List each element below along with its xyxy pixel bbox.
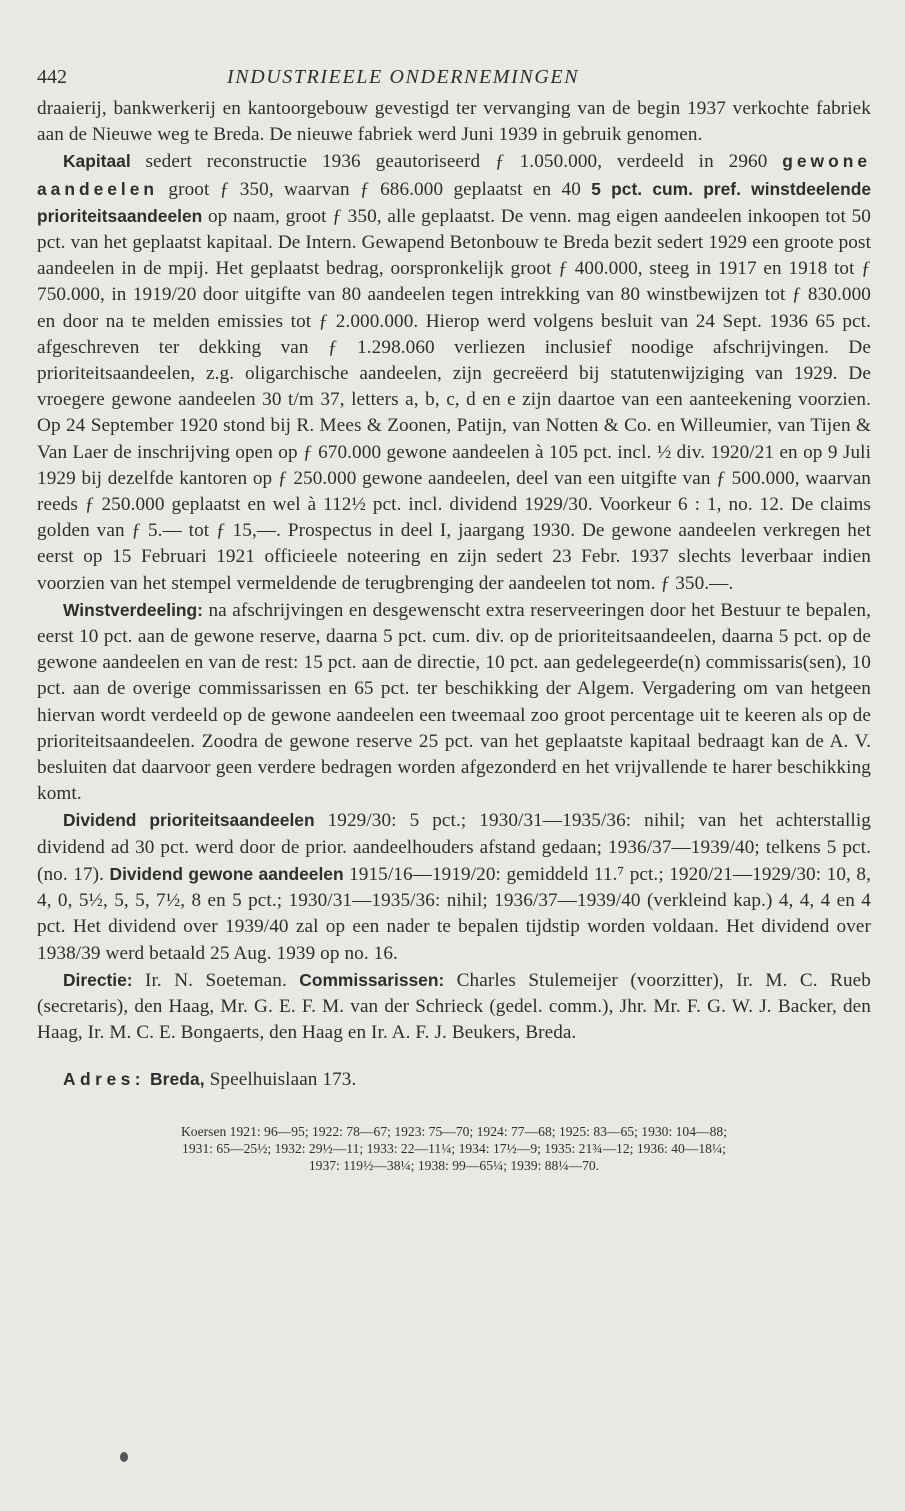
body-text xyxy=(37,96,871,1174)
address-line xyxy=(37,1066,871,1093)
kapitaal-label: Kapitaal xyxy=(63,151,131,172)
koersen-line-1: Koersen 1921: 96—95; 1922: 78—67; 1923: 75—70; 1924: 77—68; 1925: 83—65; 1930: 104—88; xyxy=(180,1124,727,1140)
paragraph-intro xyxy=(37,96,871,148)
dividend-text-1: 1929/30: 5 pct.; 1930/31—1935/36: nihil; van het achterstallig dividend ad 30 pct. werd door de prior. aandeelhouders afstand gedaan; 1936/37—1939/40; telkens 5 pct. (no. 17). xyxy=(37,810,871,885)
directie-label: Directie: xyxy=(63,969,133,990)
kapitaal-text-3: op naam, groot ƒ 350, alle geplaatst. De venn. mag eigen aandeelen inkoopen tot 50 pct. van het geplaatst kapitaal. De Intern. Gewapend Betonbouw te Breda bezit sedert 1929 een groote post aandeelen in de mpij. Het geplaatst bedrag, oorspronkelijk groot ƒ 400.000, steeg in 1917 en 1918 tot ƒ 750.000, in 1919/20 door uitgifte van 80 aandeelen tegen intrekking van 80 winstbewijzen tot ƒ 830.000 en door na te melden emissies tot ƒ 2.000.000. Hierop werd volgens besluit van 24 Sept. 1936 65 pct. afgeschreven ter dekking van ƒ 1.298.060 verliezen inclusief noodige afschrijvingen. De prioriteitsaandeelen, z.g. oligarchische aandeelen, zijn gecreëerd bij statutenwijziging van 1929. De vroegere gewone aandeelen 30 t/m 37, letters a, b, c, d en e zijn daartoe van een aanteekening voorzien. Op 24 September 1920 stond bij R. Mees & Zoonen, Patijn, van Notten & Co. en Willeumier, van Tijen & Van Laer de inschrijving open op ƒ 670.000 gewone aandeelen à 105 pct. incl. ½ div. 1920/21 en op 9 Juli 1929 bij dezelfde kantoren op ƒ 250.000 gewone aandeelen, deel van een uitgifte van ƒ 500.000, waarvan reeds ƒ 250.000 geplaatst en wel à 112½ pct. incl. dividend 1929/30. Voorkeur 6 : 1, no. 12. De claims golden van ƒ 5.— tot ƒ 15,—. Prospectus in deel I, jaargang 1930. De gewone aandeelen verkregen het eerst op 15 Februari 1921 officieele noteering en zijn sedert 23 Febr. 1937 slechts leverbaar indien voorzien van het stempel vermeldende de terugbrenging der aandeelen tot nom. ƒ 350.—. xyxy=(37,205,871,594)
gewone-aandeelen-label: gewone aandeelen xyxy=(37,151,871,199)
dividend-prior-label: Dividend prioriteitsaandeelen xyxy=(63,810,315,831)
paragraph-dividend xyxy=(37,807,871,966)
adres-label: Adres: xyxy=(63,1069,146,1090)
paragraph-directie xyxy=(37,967,871,1047)
winstverdeeling-text: na afschrijvingen en desgewenscht extra reserveeringen door het Bestuur te bepalen, eerst 10 pct. aan de gewone reserve, daarna 5 pct. cum. div. op de prioriteitsaandeelen, daarna 5 pct. op de gewone aandeelen en van de rest: 15 pct. aan de directie, 10 pct. aan gedelegeerde(n) commissaris(sen), 10 pct. aan de overige commissarissen en 65 pct. ter beschikking der Algem. Vergadering om van hetgeen hiervan wordt verdeeld op de gewone aandeelen een tweemaal zoo groot percentage uit te keeren als op de prioriteitsaandeelen. Zoodra de gewone reserve 25 pct. van het geplaatste kapitaal bedraagt kan de A. V. besluiten dat daarvoor geen verdere bedragen worden afgezonderd en het vrijvallende te harer beschikking komt. xyxy=(37,599,871,805)
intro-text: draaierij, bankwerkerij en kantoorgebouw gevestigd ter vervanging van de begin 1937 verkochte fabriek aan de Nieuwe weg te Breda. De nieuwe fabriek werd Juni 1939 in gebruik genomen. xyxy=(37,98,871,146)
page-header xyxy=(37,62,871,96)
koersen-block xyxy=(37,1123,871,1174)
running-title: INDUSTRIEELE ONDERNEMINGEN xyxy=(227,66,580,88)
paragraph-winstverdeeling xyxy=(37,597,871,808)
ink-spot xyxy=(120,1452,128,1462)
koersen-line-3: 1937: 119½—38¼; 1938: 99—65¼; 1939: 88¼—70. xyxy=(308,1158,600,1174)
book-page xyxy=(37,62,871,1174)
adres-city: Breda, xyxy=(150,1069,205,1090)
kapitaal-text-1: sedert reconstructie 1936 geautoriseerd ƒ 1.050.000, verdeeld in 2960 xyxy=(130,151,783,173)
adres-street: Speelhuislaan 173. xyxy=(204,1069,357,1091)
commissarissen-label: Commissarissen: xyxy=(299,969,445,990)
pref-aandeelen-label: 5 pct. cum. pref. winstdeelende prioriteitsaandeelen xyxy=(37,178,871,226)
koersen-line-2: 1931: 65—25½; 1932: 29½—11; 1933: 22—11¼; 1934: 17½—9; 1935: 21¾—12; 1936: 40—18¼; xyxy=(182,1141,726,1157)
dividend-gewone-label: Dividend gewone aandeelen xyxy=(109,863,344,884)
commissarissen-text: Charles Stulemeijer (voorzitter), Ir. M. C. Rueb (secretaris), den Haag, Mr. G. E. F. M. van der Schrieck (gedel. comm.), Jhr. Mr. F. G. W. J. Backer, den Haag, Ir. M. C. E. Bongaerts, den Haag en Ir. A. F. J. Beukers, Breda. xyxy=(37,969,871,1044)
directie-text: Ir. N. Soeteman. xyxy=(132,969,300,991)
page-number: 442 xyxy=(37,66,67,88)
kapitaal-text-2: groot ƒ 350, waarvan ƒ 686.000 geplaatst en 40 xyxy=(158,178,592,200)
winstverdeeling-label: Winstverdeeling: xyxy=(63,599,203,620)
paragraph-kapitaal xyxy=(37,148,871,596)
dividend-text-2: 1915/16—1919/20: gemiddeld 11.⁷ pct.; 1920/21—1929/30: 10, 8, 4, 0, 5½, 5, 5, 7½, 8 en 5 pct.; 1930/31—1935/36: nihil; 1936/37—1939/40 (verkleind kap.) 4, 4, 4 en 4 pct. Het dividend over 1939/40 zal op een nader te bepalen tijdstip worden voldaan. Het dividend over 1938/39 werd betaald 25 Aug. 1939 op no. 16. xyxy=(37,863,871,964)
